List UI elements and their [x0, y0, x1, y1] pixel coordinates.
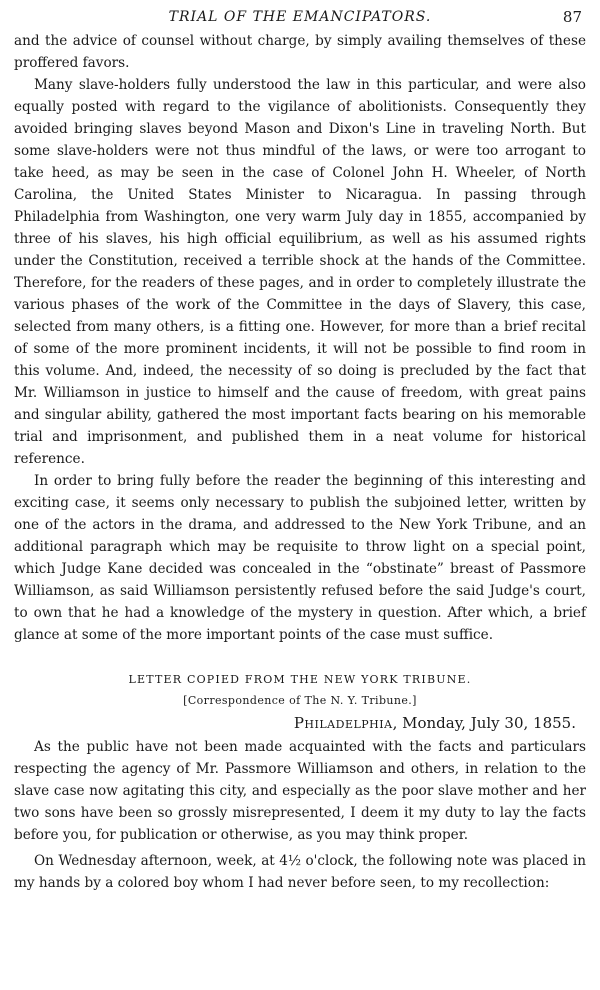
- letter-paragraph: As the public have not been made acquainted with the facts and particulars respecting the agency of Mr. Passmore Williamson and others, in relation to the slave case now agitating this city, and especially as the poor slave mother and her two sons have been so grossly misrepresented, I deem it my duty to lay the facts before you, for publication or otherwise, as you may think proper.: [14, 739, 586, 843]
- correspondence-line: [Correspondence of The N. Y. Tribune.]: [183, 694, 417, 707]
- letter-paragraph: On Wednesday afternoon, week, at 4½ o'clock, the following note was placed in my hands by a colored boy whom I had never before seen, to my recollection:: [14, 853, 586, 891]
- dateline-date: , Monday, July 30, 1855.: [392, 714, 576, 732]
- letter-body: [14, 736, 586, 894]
- running-header: [14, 6, 586, 30]
- page-number: 87: [562, 8, 582, 26]
- body-text: [14, 30, 586, 646]
- running-title: TRIAL OF THE EMANCIPATORS.: [168, 9, 432, 25]
- paragraph-continued: and the advice of counsel without charge, by simply availing themselves of these proffered favors.: [14, 33, 586, 71]
- letter-heading: LETTER COPIED FROM THE NEW YORK TRIBUNE.: [128, 673, 472, 686]
- dateline-city: Philadelphia: [293, 714, 393, 732]
- letter-dateline: [14, 712, 586, 734]
- book-page: [14, 6, 586, 894]
- paragraph-introduction: In order to bring fully before the reader the beginning of this interesting and exciting case, it seems only necessary to publish the subjoined letter, written by one of the actors in the drama, and addressed to the New York Tribune, and an additional paragraph which may be requisite to throw light on a special point, which Judge Kane decided was concealed in the “obstinate” breast of Passmore Williamson, as said Williamson persistently refused before the said Judge's court, to own that he had a knowledge of the mystery in question. After which, a brief glance at some of the more important points of the case must suffice.: [14, 473, 586, 643]
- paragraph-slaveholders: Many slave-holders fully understood the law in this particular, and were also equally posted with regard to the vigilance of abolitionists. Consequently they avoided bringing slaves beyond Mason and Dixon's Line in traveling North. But some slave-holders were not thus mindful of the laws, or were too arrogant to take heed, as may be seen in the case of Colonel John H. Wheeler, of North Carolina, the United States Minister to Nicaragua. In passing through Philadelphia from Washington, one very warm July day in 1855, accompanied by three of his slaves, his high official equilibrium, as well as his assumed rights under the Constitution, received a terrible shock at the hands of the Committee. Therefore, for the readers of these pages, and in order to completely illustrate the various phases of the work of the Committee in the days of Slavery, this case, selected from many others, is a fitting one. However, for more than a brief recital of some of the more prominent incidents, it will not be possible to find room in this volume. And, indeed, the necessity of so doing is precluded by the fact that Mr. Williamson in justice to himself and the cause of freedom, with great pains and singular ability, gathered the most important facts bearing on his memorable trial and imprisonment, and published them in a neat volume for historical reference.: [14, 77, 586, 467]
